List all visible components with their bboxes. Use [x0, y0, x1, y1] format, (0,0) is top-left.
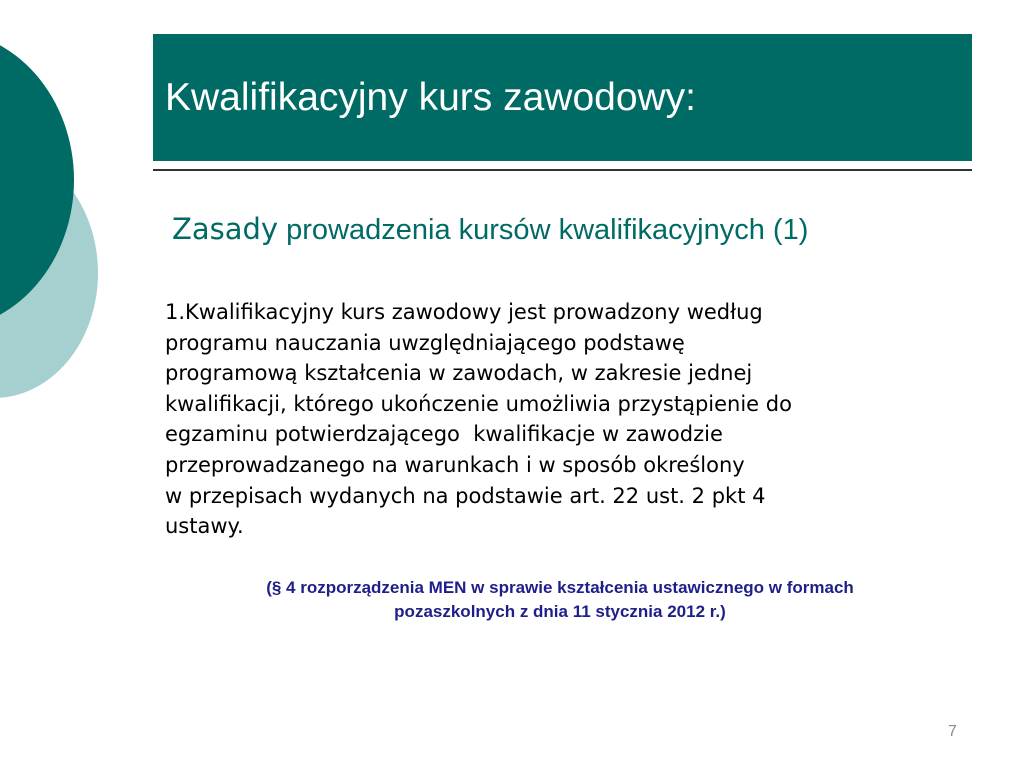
- body-line: 1.Kwalifikacyjny kurs zawodowy jest prowadzony według: [165, 300, 763, 324]
- body-line: programową kształcenia w zawodach, w zakresie jednej: [165, 361, 753, 386]
- body-line: w przepisach wydanych na podstawie art. 22 ust. 2 pkt 4: [165, 483, 766, 508]
- body-line: programu nauczania uwzględniającego podstawę: [165, 330, 685, 355]
- title-divider: [153, 169, 972, 171]
- body-line: ustawy.: [165, 514, 244, 539]
- body-line: kwalifikacji, którego ukończenie umożliwia przystąpienie do: [165, 391, 792, 416]
- body-line: przeprowadzanego na warunkach i w sposób określony: [165, 452, 745, 477]
- body-paragraph: [165, 297, 955, 542]
- body-line: egzaminu potwierdzającego kwalifikacje w zawodzie: [165, 422, 723, 447]
- citation-line: pozaszkolnych z dnia 11 stycznia 2012 r.): [394, 602, 726, 621]
- subtitle-first-word: Zasady: [172, 212, 279, 246]
- title-bar: [153, 34, 972, 161]
- slide-title: Kwalifikacyjny kurs zawodowy:: [165, 76, 697, 119]
- legal-citation: [190, 576, 930, 624]
- citation-line: (§ 4 rozporządzenia MEN w sprawie kształcenia ustawicznego w formach: [266, 578, 854, 597]
- slide-subtitle: [172, 212, 808, 247]
- subtitle-rest: prowadzenia kursów kwalifikacyjnych (1): [278, 214, 809, 246]
- page-number: 7: [948, 723, 957, 740]
